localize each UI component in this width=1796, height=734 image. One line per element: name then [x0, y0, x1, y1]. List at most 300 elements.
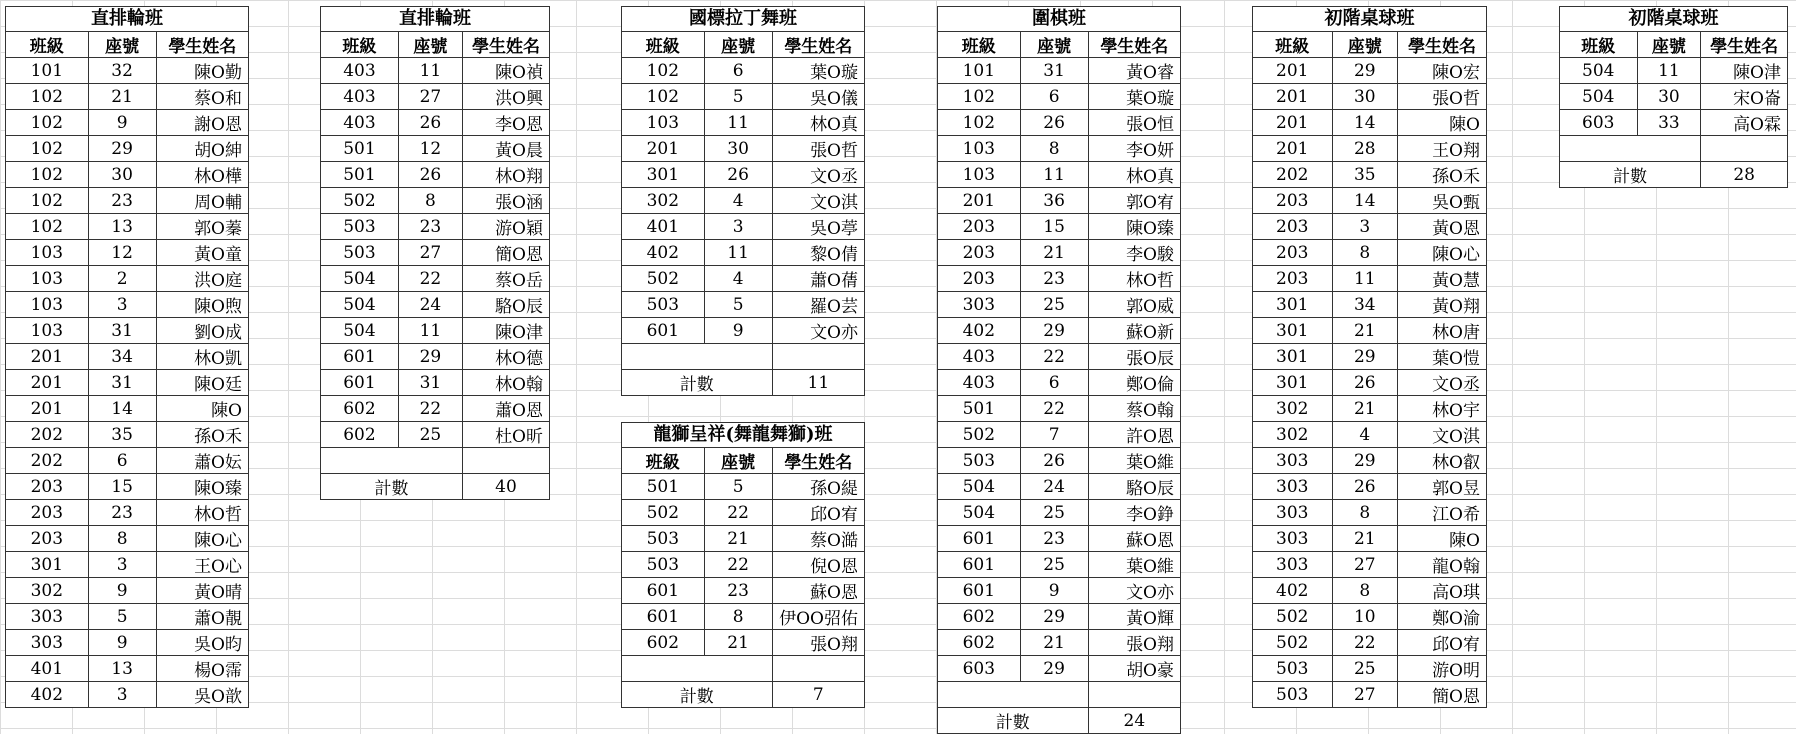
- class-cell[interactable]: 504: [321, 292, 399, 318]
- student-name-cell[interactable]: 李O恩: [462, 110, 549, 136]
- seat-cell[interactable]: 25: [1332, 656, 1398, 682]
- class-cell[interactable]: 503: [321, 240, 399, 266]
- class-cell[interactable]: 102: [622, 84, 705, 110]
- class-cell[interactable]: 302: [1253, 422, 1333, 448]
- student-name-cell[interactable]: 吳O昀: [156, 630, 248, 656]
- seat-cell[interactable]: 15: [88, 474, 156, 500]
- student-name-cell[interactable]: 文O淇: [772, 188, 864, 214]
- class-cell[interactable]: 103: [622, 110, 705, 136]
- seat-cell[interactable]: 23: [398, 214, 462, 240]
- seat-cell[interactable]: 27: [398, 240, 462, 266]
- seat-cell[interactable]: 11: [398, 58, 462, 84]
- class-cell[interactable]: 102: [938, 110, 1021, 136]
- seat-cell[interactable]: 34: [88, 344, 156, 370]
- seat-cell[interactable]: 29: [1020, 604, 1088, 630]
- seat-cell[interactable]: 21: [1020, 240, 1088, 266]
- class-cell[interactable]: 302: [622, 188, 705, 214]
- class-cell[interactable]: 303: [1253, 474, 1333, 500]
- student-name-cell[interactable]: 陳O: [156, 396, 248, 422]
- class-cell[interactable]: 601: [938, 526, 1021, 552]
- seat-cell[interactable]: 11: [1637, 58, 1701, 84]
- class-cell[interactable]: 203: [1253, 240, 1333, 266]
- student-name-cell[interactable]: 周O輔: [156, 188, 248, 214]
- student-name-cell[interactable]: 陳O禎: [462, 58, 549, 84]
- count-value[interactable]: 28: [1701, 162, 1788, 188]
- seat-cell[interactable]: 31: [1020, 58, 1088, 84]
- student-name-cell[interactable]: 蔡O和: [156, 84, 248, 110]
- seat-cell[interactable]: 23: [88, 500, 156, 526]
- seat-cell[interactable]: 33: [1637, 110, 1701, 136]
- class-cell[interactable]: 603: [1560, 110, 1638, 136]
- seat-cell[interactable]: 30: [1637, 84, 1701, 110]
- class-cell[interactable]: 202: [6, 422, 89, 448]
- class-cell[interactable]: 301: [1253, 344, 1333, 370]
- count-label[interactable]: 計數: [622, 370, 773, 396]
- seat-cell[interactable]: 8: [1332, 240, 1398, 266]
- seat-cell[interactable]: 3: [704, 214, 772, 240]
- seat-cell[interactable]: 26: [398, 162, 462, 188]
- student-name-cell[interactable]: 胡O紳: [156, 136, 248, 162]
- class-cell[interactable]: 603: [938, 656, 1021, 682]
- seat-cell[interactable]: 22: [1020, 396, 1088, 422]
- class-cell[interactable]: 402: [6, 682, 89, 708]
- class-cell[interactable]: 401: [622, 214, 705, 240]
- seat-cell[interactable]: 24: [398, 292, 462, 318]
- seat-cell[interactable]: 29: [1020, 656, 1088, 682]
- student-name-cell[interactable]: 陳O宏: [1398, 58, 1487, 84]
- seat-cell[interactable]: 30: [704, 136, 772, 162]
- seat-cell[interactable]: 13: [88, 656, 156, 682]
- student-name-cell[interactable]: 黎O倩: [772, 240, 864, 266]
- class-cell[interactable]: 103: [6, 318, 89, 344]
- student-name-cell[interactable]: 吳O歆: [156, 682, 248, 708]
- seat-cell[interactable]: 14: [88, 396, 156, 422]
- student-name-cell[interactable]: 倪O恩: [772, 552, 864, 578]
- seat-cell[interactable]: 35: [88, 422, 156, 448]
- class-cell[interactable]: 302: [6, 578, 89, 604]
- seat-cell[interactable]: 25: [1020, 552, 1088, 578]
- class-cell[interactable]: 503: [622, 552, 705, 578]
- student-name-cell[interactable]: 張O翔: [1088, 630, 1180, 656]
- class-cell[interactable]: 303: [1253, 526, 1333, 552]
- seat-cell[interactable]: 31: [88, 318, 156, 344]
- seat-cell[interactable]: 25: [398, 422, 462, 448]
- blank-cell[interactable]: [938, 682, 1089, 708]
- class-cell[interactable]: 402: [938, 318, 1021, 344]
- class-cell[interactable]: 103: [6, 292, 89, 318]
- student-name-cell[interactable]: 陳O: [1398, 526, 1487, 552]
- class-cell[interactable]: 402: [622, 240, 705, 266]
- seat-cell[interactable]: 22: [704, 552, 772, 578]
- seat-cell[interactable]: 14: [1332, 110, 1398, 136]
- class-cell[interactable]: 202: [6, 448, 89, 474]
- student-name-cell[interactable]: 鄭O倫: [1088, 370, 1180, 396]
- class-cell[interactable]: 101: [938, 58, 1021, 84]
- class-cell[interactable]: 601: [622, 578, 705, 604]
- class-cell[interactable]: 602: [938, 630, 1021, 656]
- seat-cell[interactable]: 29: [398, 344, 462, 370]
- seat-cell[interactable]: 8: [1332, 500, 1398, 526]
- class-cell[interactable]: 502: [1253, 630, 1333, 656]
- seat-cell[interactable]: 11: [1020, 162, 1088, 188]
- student-name-cell[interactable]: 文O亦: [772, 318, 864, 344]
- class-cell[interactable]: 502: [938, 422, 1021, 448]
- student-name-cell[interactable]: 文O丞: [772, 162, 864, 188]
- class-cell[interactable]: 602: [321, 422, 399, 448]
- student-name-cell[interactable]: 林O凱: [156, 344, 248, 370]
- seat-cell[interactable]: 23: [1020, 526, 1088, 552]
- class-cell[interactable]: 401: [6, 656, 89, 682]
- class-cell[interactable]: 601: [321, 344, 399, 370]
- count-value[interactable]: 40: [462, 474, 549, 500]
- student-name-cell[interactable]: 洪O庭: [156, 266, 248, 292]
- seat-cell[interactable]: 15: [1020, 214, 1088, 240]
- seat-cell[interactable]: 5: [704, 292, 772, 318]
- class-cell[interactable]: 303: [1253, 552, 1333, 578]
- class-cell[interactable]: 102: [6, 84, 89, 110]
- blank-cell[interactable]: [462, 448, 549, 474]
- class-cell[interactable]: 403: [321, 84, 399, 110]
- student-name-cell[interactable]: 黃O晨: [462, 136, 549, 162]
- class-cell[interactable]: 201: [1253, 84, 1333, 110]
- class-cell[interactable]: 503: [622, 292, 705, 318]
- student-name-cell[interactable]: 郭O威: [1088, 292, 1180, 318]
- class-cell[interactable]: 501: [938, 396, 1021, 422]
- seat-cell[interactable]: 6: [1020, 370, 1088, 396]
- class-cell[interactable]: 602: [622, 630, 705, 656]
- seat-cell[interactable]: 22: [398, 266, 462, 292]
- student-name-cell[interactable]: 張O翔: [772, 630, 864, 656]
- seat-cell[interactable]: 22: [1332, 630, 1398, 656]
- student-name-cell[interactable]: 葉O維: [1088, 448, 1180, 474]
- seat-cell[interactable]: 21: [1020, 630, 1088, 656]
- class-cell[interactable]: 502: [321, 188, 399, 214]
- student-name-cell[interactable]: 邱O宥: [1398, 630, 1487, 656]
- class-cell[interactable]: 501: [321, 136, 399, 162]
- class-cell[interactable]: 503: [1253, 682, 1333, 708]
- class-cell[interactable]: 303: [1253, 448, 1333, 474]
- class-cell[interactable]: 504: [1560, 84, 1638, 110]
- student-name-cell[interactable]: 孫O緹: [772, 474, 864, 500]
- student-name-cell[interactable]: 李O錚: [1088, 500, 1180, 526]
- class-cell[interactable]: 102: [6, 110, 89, 136]
- class-cell[interactable]: 203: [6, 474, 89, 500]
- seat-cell[interactable]: 30: [1332, 84, 1398, 110]
- class-cell[interactable]: 103: [938, 136, 1021, 162]
- student-name-cell[interactable]: 蔡O翰: [1088, 396, 1180, 422]
- student-name-cell[interactable]: 陳O心: [156, 526, 248, 552]
- class-cell[interactable]: 103: [938, 162, 1021, 188]
- student-name-cell[interactable]: 陳O煦: [156, 292, 248, 318]
- seat-cell[interactable]: 26: [1020, 448, 1088, 474]
- student-name-cell[interactable]: 林O宇: [1398, 396, 1487, 422]
- seat-cell[interactable]: 36: [1020, 188, 1088, 214]
- count-label[interactable]: 計數: [938, 708, 1089, 734]
- student-name-cell[interactable]: 王O心: [156, 552, 248, 578]
- class-cell[interactable]: 602: [938, 604, 1021, 630]
- student-name-cell[interactable]: 杜O昕: [462, 422, 549, 448]
- student-name-cell[interactable]: 蕭O蒨: [772, 266, 864, 292]
- student-name-cell[interactable]: 吳O儀: [772, 84, 864, 110]
- student-name-cell[interactable]: 江O希: [1398, 500, 1487, 526]
- seat-cell[interactable]: 12: [398, 136, 462, 162]
- seat-cell[interactable]: 4: [1332, 422, 1398, 448]
- seat-cell[interactable]: 8: [1332, 578, 1398, 604]
- class-cell[interactable]: 403: [938, 370, 1021, 396]
- seat-cell[interactable]: 6: [1020, 84, 1088, 110]
- class-cell[interactable]: 203: [1253, 188, 1333, 214]
- seat-cell[interactable]: 14: [1332, 188, 1398, 214]
- seat-cell[interactable]: 4: [704, 266, 772, 292]
- seat-cell[interactable]: 29: [1332, 448, 1398, 474]
- seat-cell[interactable]: 22: [398, 396, 462, 422]
- seat-cell[interactable]: 5: [704, 474, 772, 500]
- student-name-cell[interactable]: 文O亦: [1088, 578, 1180, 604]
- seat-cell[interactable]: 6: [88, 448, 156, 474]
- class-cell[interactable]: 504: [321, 318, 399, 344]
- student-name-cell[interactable]: 楊O霈: [156, 656, 248, 682]
- student-name-cell[interactable]: 吳O葶: [772, 214, 864, 240]
- class-cell[interactable]: 301: [6, 552, 89, 578]
- class-cell[interactable]: 201: [1253, 58, 1333, 84]
- blank-cell[interactable]: [772, 656, 864, 682]
- class-cell[interactable]: 502: [622, 500, 705, 526]
- class-cell[interactable]: 403: [321, 110, 399, 136]
- count-value[interactable]: 11: [772, 370, 864, 396]
- class-cell[interactable]: 102: [6, 214, 89, 240]
- seat-cell[interactable]: 8: [1020, 136, 1088, 162]
- student-name-cell[interactable]: 林O翔: [462, 162, 549, 188]
- count-value[interactable]: 7: [772, 682, 864, 708]
- class-cell[interactable]: 101: [6, 58, 89, 84]
- student-name-cell[interactable]: 林O樺: [156, 162, 248, 188]
- student-name-cell[interactable]: 張O哲: [772, 136, 864, 162]
- student-name-cell[interactable]: 簡O恩: [462, 240, 549, 266]
- student-name-cell[interactable]: 簡O恩: [1398, 682, 1487, 708]
- blank-cell[interactable]: [1701, 136, 1788, 162]
- seat-cell[interactable]: 6: [704, 58, 772, 84]
- seat-cell[interactable]: 26: [704, 162, 772, 188]
- student-name-cell[interactable]: 蕭O靚: [156, 604, 248, 630]
- seat-cell[interactable]: 2: [88, 266, 156, 292]
- seat-cell[interactable]: 22: [704, 500, 772, 526]
- count-label[interactable]: 計數: [1560, 162, 1701, 188]
- class-cell[interactable]: 602: [321, 396, 399, 422]
- student-name-cell[interactable]: 文O淇: [1398, 422, 1487, 448]
- seat-cell[interactable]: 27: [1332, 552, 1398, 578]
- student-name-cell[interactable]: 蘇O新: [1088, 318, 1180, 344]
- student-name-cell[interactable]: 陳O心: [1398, 240, 1487, 266]
- class-cell[interactable]: 503: [938, 448, 1021, 474]
- seat-cell[interactable]: 24: [1020, 474, 1088, 500]
- class-cell[interactable]: 503: [622, 526, 705, 552]
- class-cell[interactable]: 504: [938, 474, 1021, 500]
- student-name-cell[interactable]: 游O明: [1398, 656, 1487, 682]
- class-cell[interactable]: 403: [321, 58, 399, 84]
- student-name-cell[interactable]: 陳O勤: [156, 58, 248, 84]
- student-name-cell[interactable]: 黃O晴: [156, 578, 248, 604]
- class-cell[interactable]: 303: [6, 630, 89, 656]
- class-cell[interactable]: 203: [6, 500, 89, 526]
- seat-cell[interactable]: 7: [1020, 422, 1088, 448]
- student-name-cell[interactable]: 高O琪: [1398, 578, 1487, 604]
- class-cell[interactable]: 103: [6, 240, 89, 266]
- seat-cell[interactable]: 26: [1332, 370, 1398, 396]
- blank-cell[interactable]: [1560, 136, 1701, 162]
- class-cell[interactable]: 303: [1253, 500, 1333, 526]
- count-label[interactable]: 計數: [321, 474, 463, 500]
- seat-cell[interactable]: 27: [398, 84, 462, 110]
- seat-cell[interactable]: 9: [88, 110, 156, 136]
- seat-cell[interactable]: 35: [1332, 162, 1398, 188]
- class-cell[interactable]: 102: [938, 84, 1021, 110]
- student-name-cell[interactable]: 王O翔: [1398, 136, 1487, 162]
- seat-cell[interactable]: 4: [704, 188, 772, 214]
- class-cell[interactable]: 601: [622, 318, 705, 344]
- seat-cell[interactable]: 11: [704, 110, 772, 136]
- student-name-cell[interactable]: 胡O豪: [1088, 656, 1180, 682]
- class-cell[interactable]: 601: [321, 370, 399, 396]
- seat-cell[interactable]: 23: [704, 578, 772, 604]
- student-name-cell[interactable]: 張O恒: [1088, 110, 1180, 136]
- class-cell[interactable]: 503: [1253, 656, 1333, 682]
- student-name-cell[interactable]: 文O丞: [1398, 370, 1487, 396]
- student-name-cell[interactable]: 蘇O恩: [1088, 526, 1180, 552]
- class-cell[interactable]: 302: [1253, 396, 1333, 422]
- class-cell[interactable]: 102: [6, 188, 89, 214]
- student-name-cell[interactable]: 葉O愷: [1398, 344, 1487, 370]
- student-name-cell[interactable]: 郭O宥: [1088, 188, 1180, 214]
- student-name-cell[interactable]: 郭O昱: [1398, 474, 1487, 500]
- seat-cell[interactable]: 25: [1020, 500, 1088, 526]
- seat-cell[interactable]: 29: [1332, 344, 1398, 370]
- student-name-cell[interactable]: 林O哲: [1088, 266, 1180, 292]
- class-cell[interactable]: 301: [1253, 318, 1333, 344]
- student-name-cell[interactable]: 葉O璇: [772, 58, 864, 84]
- class-cell[interactable]: 203: [1253, 214, 1333, 240]
- student-name-cell[interactable]: 陳O津: [462, 318, 549, 344]
- class-cell[interactable]: 201: [1253, 136, 1333, 162]
- seat-cell[interactable]: 21: [1332, 318, 1398, 344]
- student-name-cell[interactable]: 駱O辰: [1088, 474, 1180, 500]
- student-name-cell[interactable]: 張O辰: [1088, 344, 1180, 370]
- seat-cell[interactable]: 3: [1332, 214, 1398, 240]
- student-name-cell[interactable]: 林O真: [772, 110, 864, 136]
- seat-cell[interactable]: 11: [398, 318, 462, 344]
- student-name-cell[interactable]: 駱O辰: [462, 292, 549, 318]
- class-cell[interactable]: 203: [938, 266, 1021, 292]
- seat-cell[interactable]: 9: [1020, 578, 1088, 604]
- student-name-cell[interactable]: 林O哲: [156, 500, 248, 526]
- seat-cell[interactable]: 31: [88, 370, 156, 396]
- student-name-cell[interactable]: 陳O臻: [1088, 214, 1180, 240]
- class-cell[interactable]: 601: [938, 578, 1021, 604]
- seat-cell[interactable]: 8: [704, 604, 772, 630]
- seat-cell[interactable]: 9: [88, 630, 156, 656]
- class-cell[interactable]: 103: [6, 266, 89, 292]
- seat-cell[interactable]: 3: [88, 292, 156, 318]
- student-name-cell[interactable]: 高O霖: [1701, 110, 1788, 136]
- seat-cell[interactable]: 11: [1332, 266, 1398, 292]
- student-name-cell[interactable]: 陳O: [1398, 110, 1487, 136]
- blank-cell[interactable]: [321, 448, 463, 474]
- class-cell[interactable]: 501: [622, 474, 705, 500]
- student-name-cell[interactable]: 黃O童: [156, 240, 248, 266]
- student-name-cell[interactable]: 陳O廷: [156, 370, 248, 396]
- seat-cell[interactable]: 5: [704, 84, 772, 110]
- class-cell[interactable]: 102: [6, 162, 89, 188]
- class-cell[interactable]: 601: [622, 604, 705, 630]
- seat-cell[interactable]: 5: [88, 604, 156, 630]
- seat-cell[interactable]: 3: [88, 682, 156, 708]
- seat-cell[interactable]: 32: [88, 58, 156, 84]
- student-name-cell[interactable]: 劉O成: [156, 318, 248, 344]
- seat-cell[interactable]: 26: [398, 110, 462, 136]
- seat-cell[interactable]: 21: [88, 84, 156, 110]
- seat-cell[interactable]: 23: [88, 188, 156, 214]
- class-cell[interactable]: 504: [1560, 58, 1638, 84]
- seat-cell[interactable]: 3: [88, 552, 156, 578]
- seat-cell[interactable]: 23: [1020, 266, 1088, 292]
- class-cell[interactable]: 301: [1253, 370, 1333, 396]
- student-name-cell[interactable]: 黃O睿: [1088, 58, 1180, 84]
- count-label[interactable]: 計數: [622, 682, 773, 708]
- class-cell[interactable]: 201: [1253, 110, 1333, 136]
- class-cell[interactable]: 504: [938, 500, 1021, 526]
- class-cell[interactable]: 201: [6, 344, 89, 370]
- seat-cell[interactable]: 29: [88, 136, 156, 162]
- seat-cell[interactable]: 9: [704, 318, 772, 344]
- student-name-cell[interactable]: 李O妍: [1088, 136, 1180, 162]
- seat-cell[interactable]: 12: [88, 240, 156, 266]
- seat-cell[interactable]: 21: [704, 630, 772, 656]
- seat-cell[interactable]: 8: [88, 526, 156, 552]
- seat-cell[interactable]: 10: [1332, 604, 1398, 630]
- seat-cell[interactable]: 29: [1332, 58, 1398, 84]
- student-name-cell[interactable]: 蔡O岳: [462, 266, 549, 292]
- student-name-cell[interactable]: 孫O禾: [1398, 162, 1487, 188]
- seat-cell[interactable]: 21: [1332, 526, 1398, 552]
- student-name-cell[interactable]: 蕭O恩: [462, 396, 549, 422]
- seat-cell[interactable]: 26: [1020, 110, 1088, 136]
- student-name-cell[interactable]: 林O德: [462, 344, 549, 370]
- class-cell[interactable]: 502: [622, 266, 705, 292]
- class-cell[interactable]: 502: [1253, 604, 1333, 630]
- seat-cell[interactable]: 8: [398, 188, 462, 214]
- class-cell[interactable]: 301: [622, 162, 705, 188]
- student-name-cell[interactable]: 葉O維: [1088, 552, 1180, 578]
- seat-cell[interactable]: 34: [1332, 292, 1398, 318]
- seat-cell[interactable]: 28: [1332, 136, 1398, 162]
- class-cell[interactable]: 201: [938, 188, 1021, 214]
- class-cell[interactable]: 203: [938, 214, 1021, 240]
- student-name-cell[interactable]: 林O唐: [1398, 318, 1487, 344]
- class-cell[interactable]: 402: [1253, 578, 1333, 604]
- student-name-cell[interactable]: 葉O璇: [1088, 84, 1180, 110]
- student-name-cell[interactable]: 黃O輝: [1088, 604, 1180, 630]
- student-name-cell[interactable]: 蕭O妘: [156, 448, 248, 474]
- seat-cell[interactable]: 22: [1020, 344, 1088, 370]
- student-name-cell[interactable]: 張O哲: [1398, 84, 1487, 110]
- class-cell[interactable]: 201: [6, 396, 89, 422]
- student-name-cell[interactable]: 黃O恩: [1398, 214, 1487, 240]
- seat-cell[interactable]: 13: [88, 214, 156, 240]
- seat-cell[interactable]: 30: [88, 162, 156, 188]
- class-cell[interactable]: 102: [6, 136, 89, 162]
- class-cell[interactable]: 503: [321, 214, 399, 240]
- student-name-cell[interactable]: 林O翰: [462, 370, 549, 396]
- student-name-cell[interactable]: 龍O翰: [1398, 552, 1487, 578]
